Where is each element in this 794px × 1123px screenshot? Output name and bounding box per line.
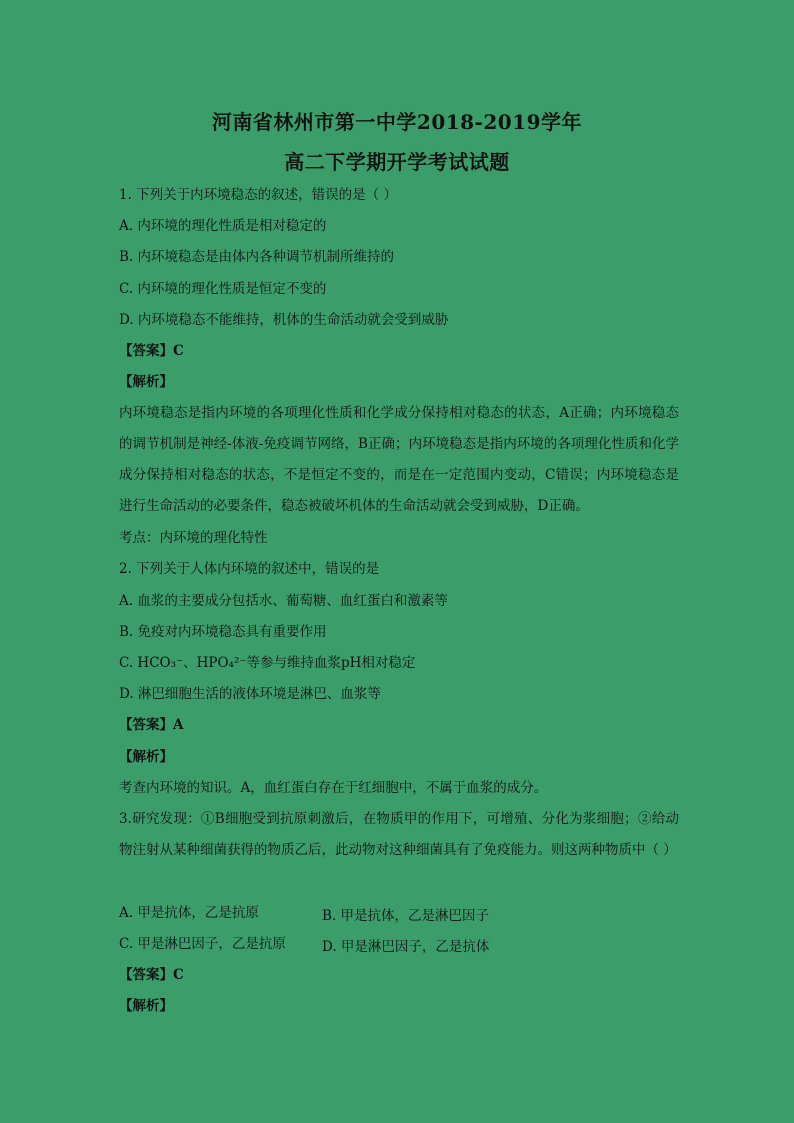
q3-option-b: B. 甲是抗体，乙是淋巴因子 <box>322 908 490 924</box>
q1-kaodian: 考点：内环境的理化特性 <box>119 530 268 546</box>
q2-analysis-label: 【解析】 <box>119 749 173 765</box>
q1-stem: 1. 下列关于内环境稳态的叙述，错误的是（ ） <box>119 187 397 203</box>
q1-option-c: C. 内环境的理化性质是恒定不变的 <box>119 281 327 297</box>
q3-answer: 【答案】C <box>119 967 184 983</box>
q2-option-d: D. 淋巴细胞生活的液体环境是淋巴、血浆等 <box>119 686 381 702</box>
q1-option-a: A. 内环境的理化性质是相对稳定的 <box>119 218 327 234</box>
q2-option-c: C. HCO₃⁻、HPO₄²⁻等参与维持血浆pH相对稳定 <box>119 655 416 671</box>
q3-option-a: A. 甲是抗体，乙是抗原 <box>119 905 259 921</box>
q2-answer: 【答案】A <box>119 717 184 733</box>
q1-option-b: B. 内环境稳态是由体内各种调节机制所维持的 <box>119 249 395 265</box>
q2-analysis: 考查内环境的知识。A，血红蛋白存在于红细胞中，不属于血浆的成分。 <box>119 780 548 796</box>
document-title: 河南省林州市第一中学2018-2019学年 <box>211 110 583 134</box>
q3-stem: 3.研究发现：①B细胞受到抗原刺激后，在物质甲的作用下，可增殖、分化为浆细胞；②给动物注射从某种细菌获得的物质乙后，此动物对这种细菌具有了免疫能力。则这两种物质中（ ） <box>119 811 679 858</box>
document-subtitle: 高二下学期开学考试试题 <box>284 150 510 174</box>
q3-option-d: D. 甲是淋巴因子，乙是抗体 <box>322 939 490 955</box>
q2-option-b: B. 免疫对内环境稳态具有重要作用 <box>119 624 327 640</box>
q1-answer: 【答案】C <box>119 343 184 359</box>
q3-analysis-label: 【解析】 <box>119 998 173 1014</box>
q1-option-d: D. 内环境稳态不能维持，机体的生命活动就会受到威胁 <box>119 312 449 328</box>
q2-stem: 2. 下列关于人体内环境的叙述中，错误的是 <box>119 561 380 577</box>
q1-analysis-label: 【解析】 <box>119 374 173 390</box>
q2-option-a: A. 血浆的主要成分包括水、葡萄糖、血红蛋白和激素等 <box>119 593 448 609</box>
q1-analysis: 内环境稳态是指内环境的各项理化性质和化学成分保持相对稳态的状态，A正确；内环境稳态的调节机制是神经-体液-免疫调节网络，B正确；内环境稳态是指内环境的各项理化性质和化学成分保持相对稳态的状态，不是恒定不变的，而是在一定范围内变动，C错误；内环境稳态是进行生命活动的必要条件，稳态被破坏机体的生命活动就会受到威胁，D正确。 <box>119 405 679 514</box>
q3-option-c: C. 甲是淋巴因子，乙是抗原 <box>119 936 286 952</box>
